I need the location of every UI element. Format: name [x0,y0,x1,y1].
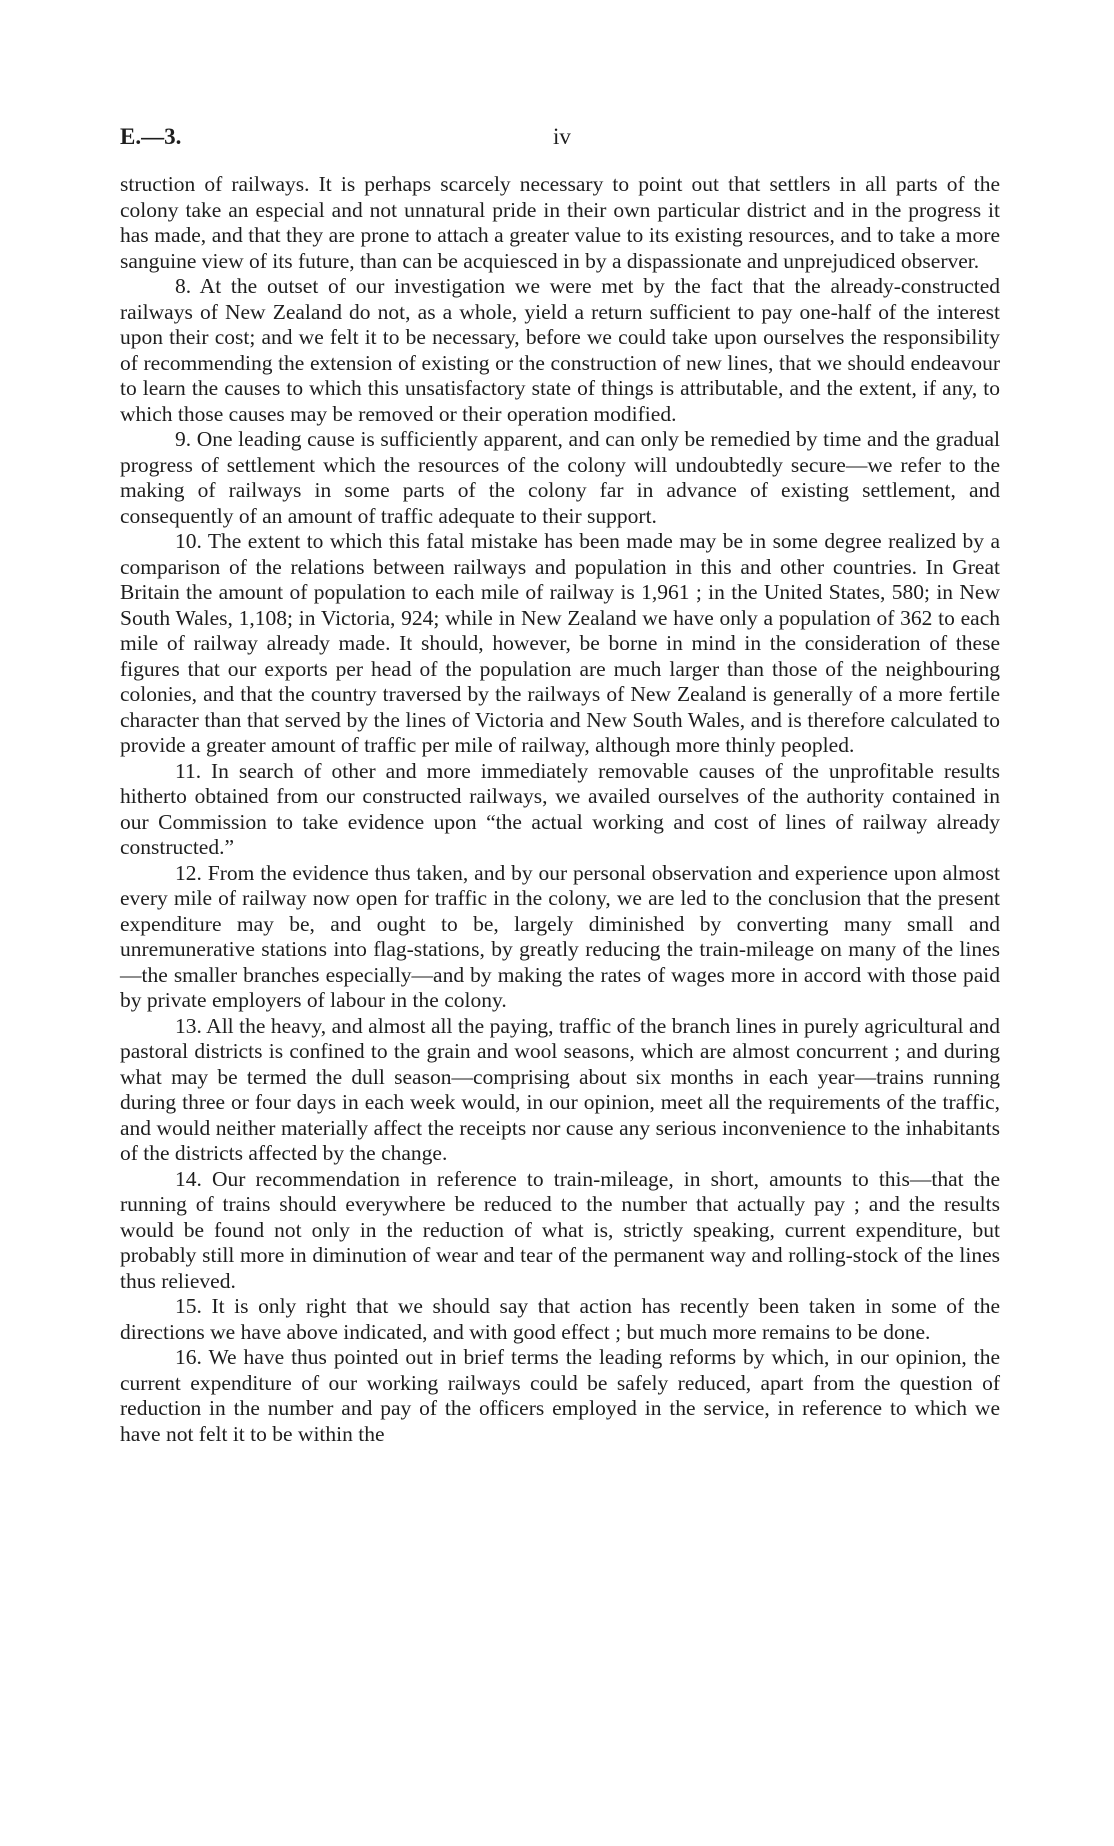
paragraph-13: 13. All the heavy, and almost all the paying, traffic of the branch lines in purely agricultural and pastoral districts is confined to the grain and wool seasons, which are almost concurrent ; and during what may be termed the dull season—comprising about six months in each year—trains running during three or four days in each week would, in our opinion, meet all the requirements of the traffic, and would neither materially affect the receipts nor cause any serious inconvenience to the inhabitants of the districts affected by the change. [120,1013,1000,1165]
paragraph-8: 8. At the outset of our investigation we were met by the fact that the already-constructed railways of New Zealand do not, as a whole, yield a return sufficient to pay one-half of the interest upon their cost; and we felt it to be necessary, before we could take upon ourselves the responsibility of recommending the extension of existing or the construction of new lines, that we should endeavour to learn the causes to which this unsatisfactory state of things is attributable, and the extent, if any, to which those causes may be removed or their operation modified. [120,274,1000,426]
paragraph-16: 16. We have thus pointed out in brief terms the leading reforms by which, in our opinion, the current expenditure of our working railways could be safely reduced, apart from the question of reduction in the number and pay of the officers employed in the service, in reference to which we have not felt it to be within the [120,1345,1000,1446]
paragraph-14: 14. Our recommendation in reference to train-mileage, in short, amounts to this—that the running of trains should everywhere be reduced to the number that actually pay ; and the results would be found not only in the reduction of what is, strictly speaking, current expenditure, but probably still more in diminution of wear and tear of the permanent way and rolling-stock of the lines thus relieved. [120,1166,1000,1293]
paragraph-9: 9. One leading cause is sufficiently apparent, and can only be remedied by time and the gradual progress of settlement which the resources of the colony will undoubtedly secure—we refer to the making of railways in some parts of the colony far in advance of existing settlement, and consequently of an amount of traffic adequate to their support. [120,427,1000,528]
paragraph-continuation: struction of railways. It is perhaps scarcely necessary to point out that settlers in all parts of the colony take an especial and not unnatural pride in their own particular district and in the progress it has made, and that they are prone to attach a greater value to its existing resources, and to take a more sanguine view of its future, than can be acquiesced in by a dispassionate and unprejudiced observer. [120,172,1000,273]
body-text [120,172,1000,1447]
document-reference: E.—3. [120,124,182,149]
paragraph-15: 15. It is only right that we should say that action has recently been taken in some of the directions we have above indicated, and with good effect ; but much more remains to be done. [120,1294,1000,1344]
paragraph-12: 12. From the evidence thus taken, and by our personal observation and experience upon almost every mile of railway now open for traffic in the colony, we are led to the conclusion that the present expenditure may be, and ought to be, largely diminished by converting many small and unremunerative stations into flag-stations, by greatly reducing the train-mileage on many of the lines—the smaller branches especially—and by making the rates of wages more in accord with those paid by private employers of labour in the colony. [120,860,1000,1012]
page-header [120,124,1000,156]
page-number: iv [553,124,571,149]
paragraph-10: 10. The extent to which this fatal mistake has been made may be in some degree realized by a comparison of the relations between railways and population in this and other countries. In Great Britain the amount of population to each mile of railway is 1,961 ; in the United States, 580; in New South Wales, 1,108; in Victoria, 924; while in New Zealand we have only a population of 362 to each mile of railway already made. It should, however, be borne in mind in the consideration of these figures that our exports per head of the population are much larger than those of the neighbouring colonies, and that the country traversed by the railways of New Zealand is generally of a more fertile character than that served by the lines of Victoria and New South Wales, and is therefore calculated to provide a greater amount of traffic per mile of railway, although more thinly peopled. [120,529,1000,757]
paragraph-11: 11. In search of other and more immediately removable causes of the unprofitable results hitherto obtained from our constructed railways, we availed ourselves of the authority contained in our Commission to take evidence upon “the actual working and cost of lines of railway already constructed.” [120,758,1000,859]
